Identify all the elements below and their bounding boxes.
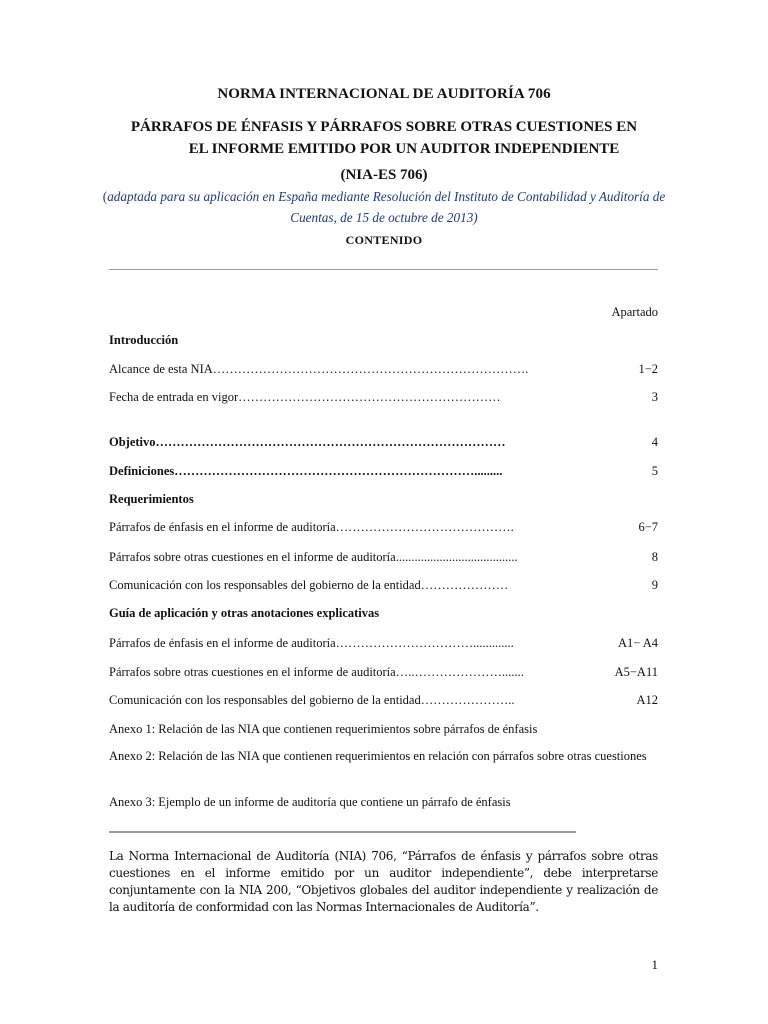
top-divider bbox=[109, 269, 658, 270]
toc-entry-label bbox=[109, 435, 506, 450]
toc-heading-requerimientos: Requerimientos bbox=[109, 492, 194, 506]
toc-entry-label: Párrafos de énfasis en el informe de auditoría……………………………............. bbox=[109, 636, 514, 650]
toc-entry-label: Comunicación con los responsables del gobierno de la entidad………………….. bbox=[109, 693, 515, 707]
footnote-divider bbox=[109, 831, 576, 833]
toc-entry-req-otras bbox=[109, 550, 658, 568]
page-number: 1 bbox=[651, 957, 658, 972]
toc-entry-label: Párrafos sobre otras cuestiones en el informe de auditoría…..…………………....... bbox=[109, 665, 524, 679]
toc-entry-label-bold: Objetivo………………………………………………………………………… bbox=[109, 435, 506, 449]
toc-entry-req-comunicacion bbox=[109, 578, 658, 596]
toc-entry-ref: 1−2 bbox=[638, 362, 658, 376]
toc-heading-introduccion: Introducción bbox=[109, 333, 179, 347]
toc-entry-ref: A12 bbox=[636, 693, 658, 707]
toc-entry-ref: 9 bbox=[651, 578, 658, 592]
toc-entry-req-enfasis bbox=[109, 520, 658, 538]
adaptation-note bbox=[100, 186, 668, 228]
subtitle-line-2: EL INFORME EMITIDO POR UN AUDITOR INDEPENDIENTE bbox=[188, 141, 620, 157]
toc-entry-fecha bbox=[109, 390, 658, 408]
toc-annex-2: Anexo 2: Relación de las NIA que contienen requerimientos en relación con párrafos sobre otras cuestiones bbox=[109, 749, 647, 763]
toc-entry-guia-enfasis bbox=[109, 636, 658, 654]
toc-entry-ref: 8 bbox=[651, 550, 658, 564]
footnote: La Norma Internacional de Auditoría (NIA) 706, “Párrafos de énfasis y párrafos sobre otras cuestiones en el informe emitido por un auditor independiente”, debe interpretarse conjuntamente con la NIA 200, “Objetivos globales del auditor independiente y realización de la auditoría de conformidad con las Normas Internacionales de Auditoría”. bbox=[109, 849, 658, 914]
column-label-apartado: Apartado bbox=[611, 305, 658, 319]
toc-entry-label: Alcance de esta NIA…………………………………………………………………. bbox=[109, 362, 529, 376]
toc-annex-3: Anexo 3: Ejemplo de un informe de auditoría que contiene un párrafo de énfasis bbox=[109, 795, 511, 809]
toc-entry-alcance bbox=[109, 362, 658, 380]
contents-heading: CONTENIDO bbox=[345, 233, 423, 247]
toc-entry-label: Párrafos de énfasis en el informe de auditoría……………………………………. bbox=[109, 520, 514, 534]
toc-entry-ref: 6−7 bbox=[638, 520, 658, 534]
toc-heading-guia: Guía de aplicación y otras anotaciones explicativas bbox=[109, 606, 380, 620]
toc-entry-label-bold: Definiciones………………………………………………………………......... bbox=[109, 464, 503, 478]
adaptation-text: adaptada para su aplicación en España mediante Resolución del Instituto de Contabilidad y Auditoría de Cuentas, de 15 de octubre de 2013) bbox=[107, 189, 666, 225]
toc-entry-label: Fecha de entrada en vigor……………………………………………………… bbox=[109, 390, 501, 404]
toc-entry-definiciones bbox=[109, 464, 658, 482]
toc-entry-ref: 3 bbox=[651, 390, 658, 404]
document-subtitle bbox=[0, 116, 768, 160]
toc-annex-1: Anexo 1: Relación de las NIA que contienen requerimientos sobre párrafos de énfasis bbox=[109, 722, 538, 736]
toc-entry-label bbox=[109, 464, 502, 479]
document-title: NORMA INTERNACIONAL DE AUDITORÍA 706 bbox=[217, 86, 551, 102]
adaptation-open-paren: ( bbox=[102, 189, 108, 204]
toc-entry-guia-comunicacion bbox=[109, 693, 658, 711]
toc-entry-objetivo bbox=[109, 435, 658, 453]
toc-entry-guia-otras bbox=[109, 665, 658, 683]
toc-entry-ref: A1− A4 bbox=[617, 636, 658, 650]
toc-entry-ref: A5−A11 bbox=[614, 665, 658, 679]
toc-entry-ref: 4 bbox=[651, 435, 658, 449]
subtitle-line-1: PÁRRAFOS DE ÉNFASIS Y PÁRRAFOS SOBRE OTRAS CUESTIONES EN bbox=[130, 119, 638, 135]
standard-code: (NIA-ES 706) bbox=[340, 167, 428, 183]
toc-entry-ref: 5 bbox=[651, 464, 658, 478]
toc-entry-label: Comunicación con los responsables del gobierno de la entidad………………… bbox=[109, 578, 509, 592]
toc-entry-label: Párrafos sobre otras cuestiones en el informe de auditoría....................................... bbox=[109, 550, 518, 564]
